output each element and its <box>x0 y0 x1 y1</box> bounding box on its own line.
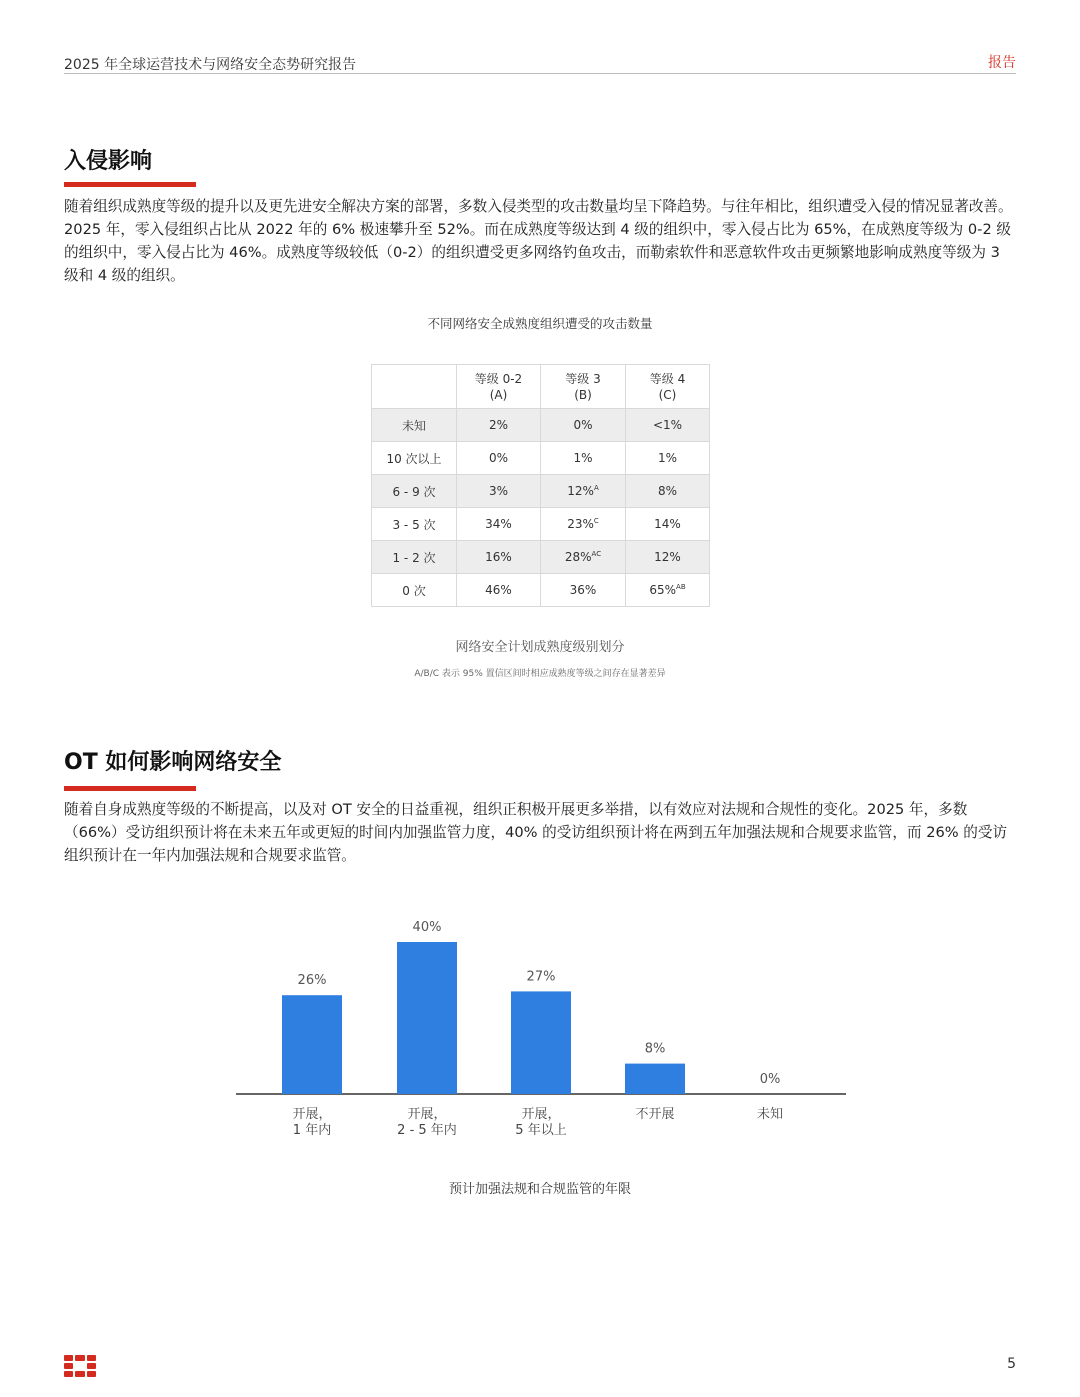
ot-paragraph: 随着自身成熟度等级的不断提高，以及对 OT 安全的日益重视，组织正积极开展更多举措，以有效应对法规和合规性的变化。2025 年，多数（66%）受访组织预计将在未来五年或更短的时间内加强监管力度，40% 的受访组织预计将在两到五年加强法规和合规要求监管，而 26% 的受访组织预计在一年内加强法规和合规要求监管。 <box>64 801 1008 864</box>
category-tick-label: 2 - 5 年内 <box>397 1123 457 1138</box>
table-cell: 28%$^{AC}$ <box>541 541 626 574</box>
table-row <box>372 475 710 508</box>
company-logo <box>64 1355 96 1377</box>
table-cell: 46% <box>457 574 541 607</box>
header-title: 2025 年全球运营技术与网络安全态势研究报告 <box>64 57 357 73</box>
attack-count-table <box>371 364 710 607</box>
chart-x-axis-label: 预计加强法规和合规监管的年限 <box>448 1182 631 1197</box>
bar <box>511 991 571 1094</box>
bar-value-label: 8% <box>644 1041 666 1057</box>
row-label: 0 次 <box>372 574 457 607</box>
row-label: 3 - 5 次 <box>372 508 457 541</box>
header-rule <box>64 73 1016 74</box>
bar-value-label: 40% <box>412 920 442 935</box>
bar <box>397 942 457 1094</box>
section-heading-ot: OT 如何影响网络安全 <box>64 750 282 775</box>
table-row <box>372 442 710 475</box>
category-tick-label: 未知 <box>756 1107 784 1122</box>
column-header: 等级 3 (B) <box>541 365 626 409</box>
table-title: 不同网络安全成熟度组织遭受的攻击数量 <box>427 316 653 331</box>
table-cell: 65%$^{AB}$ <box>626 574 710 607</box>
table-row <box>372 409 710 442</box>
table-cell: 12%$^A$ <box>541 475 626 508</box>
bar <box>625 1064 685 1094</box>
table-header-row <box>372 365 710 409</box>
table-cell: 16% <box>457 541 541 574</box>
section-heading-intrusion: 入侵影响 <box>64 149 153 174</box>
table-cell: 8% <box>626 475 710 508</box>
bar-value-label: 26% <box>297 973 327 989</box>
category-tick-label: 5 年以上 <box>515 1123 567 1138</box>
regulation-timeline-bar-chart <box>0 900 1080 1160</box>
category-tick-label: 开展， <box>292 1107 332 1122</box>
column-header: 等级 0-2 (A) <box>457 365 541 409</box>
significance-marker: C <box>593 517 599 525</box>
table-row <box>372 508 710 541</box>
bar-value-label: 27% <box>526 969 556 985</box>
header-tag: 报告 <box>988 55 1016 71</box>
column-header: 等级 4 (C) <box>626 365 710 409</box>
heading-accent-bar <box>64 182 196 187</box>
significance-marker: AC <box>591 550 602 558</box>
heading-accent-bar <box>64 786 196 791</box>
row-label: 10 次以上 <box>372 442 457 475</box>
intrusion-paragraph: 随着组织成熟度等级的提升以及更先进安全解决方案的部署，多数入侵类型的攻击数量均呈下降趋势。与往年相比，组织遭受入侵的情况显著改善。2025 年，零入侵组织占比从 2022 年的 6% 极速攀升至 52%。而在成熟度等级达到 4 级的组织中，零入侵占比为 65%，在成熟度等级为 0-2 级的组织中，零入侵占比为 46%。成熟度等级较低（0-2）的组织遭受更多网络钓鱼攻击，而勒索软件和恶意软件攻击更频繁地影响成熟度等级为 3 级和 4 级的组织。 <box>64 198 1013 284</box>
category-tick-label: 开展， <box>407 1107 447 1122</box>
table-cell: 1% <box>626 442 710 475</box>
table-note: A/B/C 表示 95% 置信区间时相应成熟度等级之间存在显著差异 <box>414 669 666 679</box>
table-cell: 0% <box>457 442 541 475</box>
table-cell: 3% <box>457 475 541 508</box>
row-label: 未知 <box>372 409 457 442</box>
significance-marker: AB <box>676 583 686 591</box>
table-cell: 12% <box>626 541 710 574</box>
table-cell: 2% <box>457 409 541 442</box>
table-cell: 36% <box>541 574 626 607</box>
bar <box>282 995 342 1094</box>
category-tick-label: 开展， <box>521 1107 561 1122</box>
table-cell: <1% <box>626 409 710 442</box>
significance-marker: A <box>593 484 599 492</box>
row-label: 6 - 9 次 <box>372 475 457 508</box>
category-tick-label: 1 年内 <box>292 1123 332 1138</box>
category-tick-label: 不开展 <box>635 1107 675 1122</box>
table-cell: 23%$^C$ <box>541 508 626 541</box>
table-cell: 14% <box>626 508 710 541</box>
table-cell: 1% <box>541 442 626 475</box>
table-caption: 网络安全计划成熟度级别划分 <box>455 640 625 655</box>
page-number: 5 <box>1007 1356 1016 1372</box>
table-corner-cell <box>372 365 457 409</box>
row-label: 1 - 2 次 <box>372 541 457 574</box>
table-cell: 0% <box>541 409 626 442</box>
table-row <box>372 574 710 607</box>
table-row <box>372 541 710 574</box>
table-cell: 34% <box>457 508 541 541</box>
bar-value-label: 0% <box>759 1072 781 1087</box>
